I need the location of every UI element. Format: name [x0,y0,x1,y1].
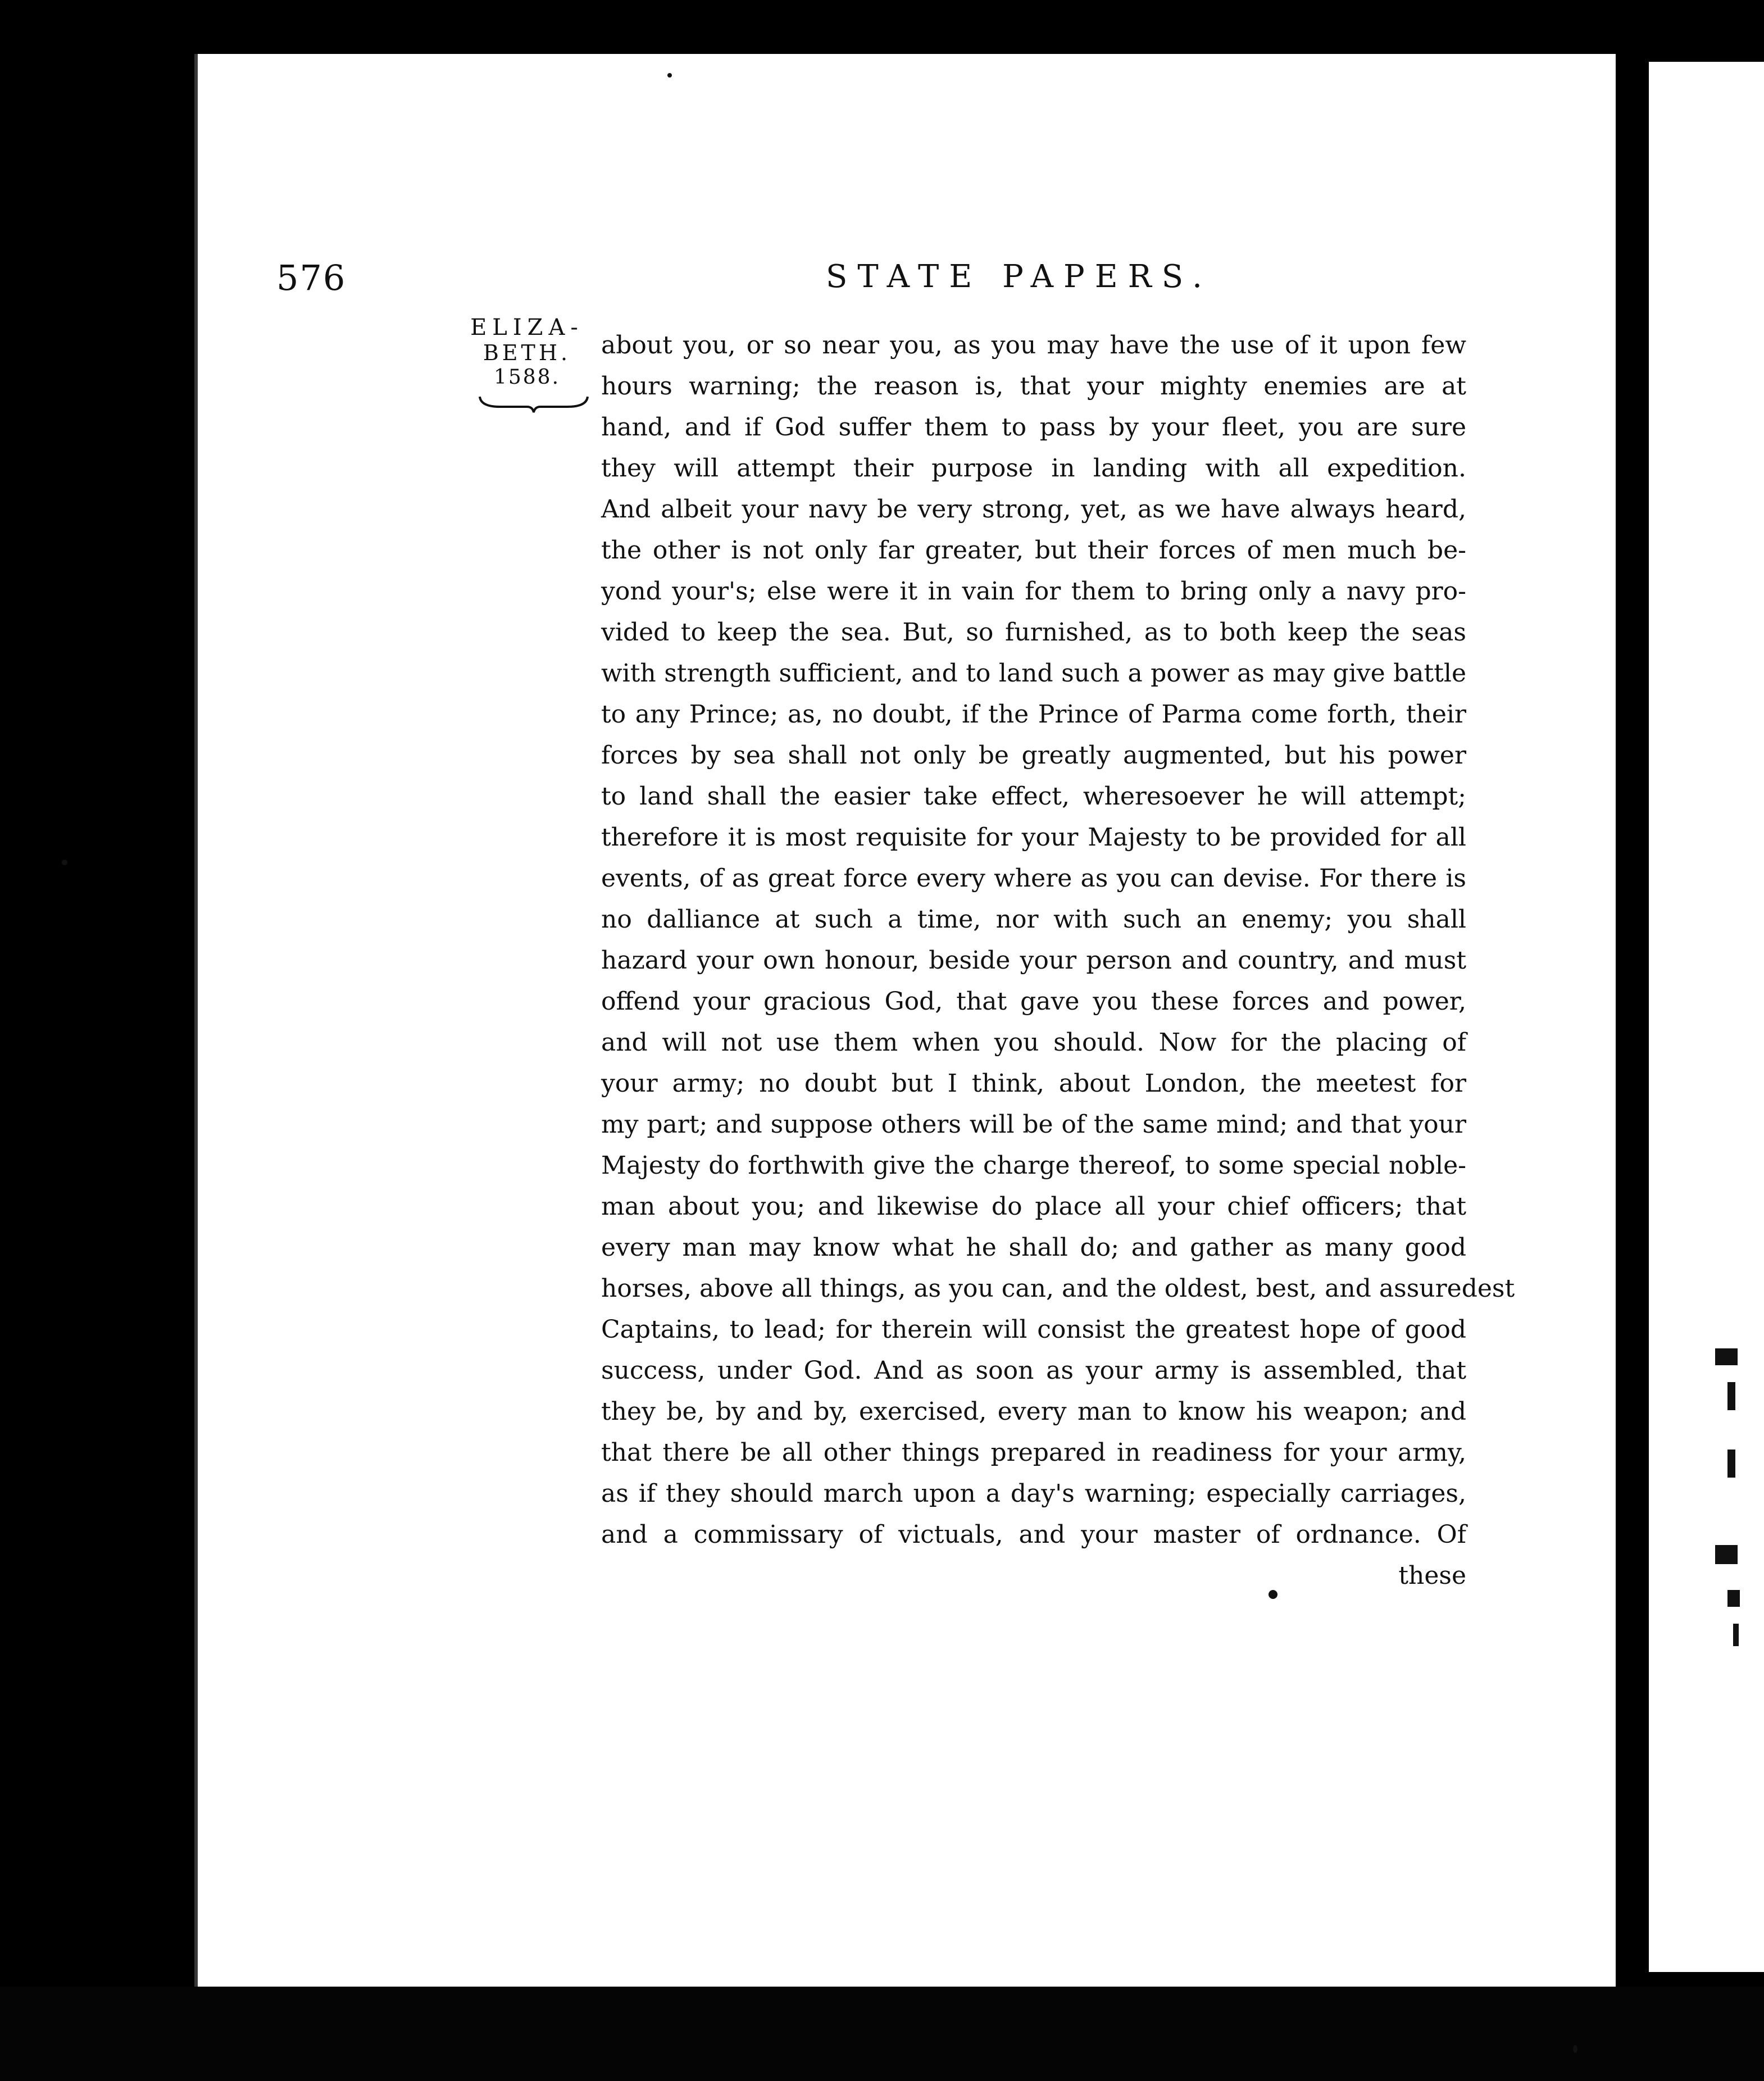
catchword: these [1398,1561,1466,1590]
text-line: that there be all other things prepared in readiness for your army, [601,1438,1466,1467]
text-line: vided to keep the sea. But, so furnished, as to both keep the seas [601,618,1466,647]
text-line: to land shall the easier take effect, wheresoever he will attempt; [601,782,1466,811]
text-line: therefore it is most requisite for your Majesty to be provided for all [601,823,1466,852]
text-line: about you, or so near you, as you may have the use of it upon few [601,331,1466,360]
marginal-note [460,315,594,390]
text-line: and will not use them when you should. Now for the placing of [601,1028,1466,1057]
text-line: the other is not only far greater, but their forces of men much be- [601,536,1466,565]
text-line: your army; no doubt but I think, about London, the meetest for [601,1069,1466,1098]
margin-note-line: BETH. [483,340,571,365]
text-line: events, of as great force every where as you can devise. For there is [601,864,1466,893]
ink-speck [667,73,672,78]
text-line: Captains, to lead; for therein will consist the greatest hope of good [601,1315,1466,1344]
running-head-title: STATE PAPERS. [826,258,1212,295]
text-line: And albeit your navy be very strong, yet, as we have always heard, [601,495,1466,524]
text-line: yond your's; else were it in vain for them to bring only a navy pro- [601,577,1466,606]
text-line: hand, and if God suffer them to pass by your fleet, you are sure [601,413,1466,442]
text-line: horses, above all things, as you can, and the oldest, best, and assuredest [601,1274,1515,1303]
ink-speck [62,860,67,865]
text-line: every man may know what he shall do; and gather as many good [601,1233,1466,1262]
text-line: they will attempt their purpose in landing with all expedition. [601,454,1466,483]
text-line: my part; and suppose others will be of the same mind; and that your [601,1110,1466,1139]
text-line: Majesty do forthwith give the charge thereof, to some special noble- [601,1151,1466,1180]
text-line: no dalliance at such a time, nor with such an enemy; you shall [601,905,1466,934]
text-line: they be, by and by, exercised, every man to know his weapon; and [601,1397,1466,1426]
scan-bottom-margin [0,1987,1764,2081]
text-line: man about you; and likewise do place all your chief officers; that [601,1192,1466,1221]
ink-speck [1573,2045,1577,2053]
text-line: to any Prince; as, no doubt, if the Prince of Parma come forth, their [601,700,1466,729]
brace-ornament [478,394,590,415]
text-line: with strength sufficient, and to land such a power as may give battle [601,659,1466,688]
adjacent-page-edge [1649,62,1764,1972]
page-number: 576 [276,257,347,298]
ink-speck [1269,1590,1277,1599]
text-line: offend your gracious God, that gave you these forces and power, [601,987,1466,1016]
text-line: and a commissary of victuals, and your master of ordnance. Of [601,1520,1466,1549]
text-line: as if they should march upon a day's warning; especially carriages, [601,1479,1466,1508]
text-line: success, under God. And as soon as your army is assembled, that [601,1356,1466,1385]
margin-note-line: ELIZA- [470,315,584,340]
body-text [601,325,1515,1596]
text-line: hazard your own honour, beside your person and country, and must [601,946,1466,975]
text-line: forces by sea shall not only be greatly augmented, but his power [601,741,1466,770]
text-line: hours warning; the reason is, that your mighty enemies are at [601,372,1466,401]
margin-note-year: 1588. [493,366,561,389]
